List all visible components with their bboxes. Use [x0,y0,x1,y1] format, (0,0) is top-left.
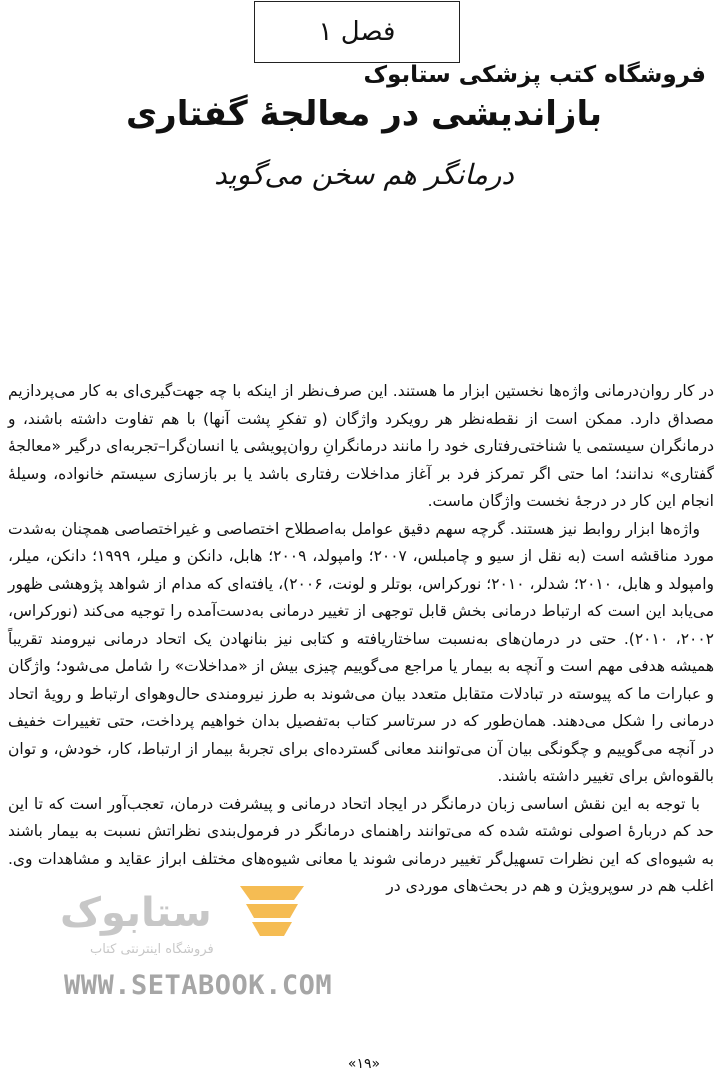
paragraph-2: واژه‌ها ابزار روابط نیز هستند. گرچه سهم دقیق عوامل به‌اصطلاح اختصاصی و غیراختصاصی همچنان به‌شدت مورد مناقشه است (به نقل از سیو و چامبلس، ۲۰۰۷؛ وامپولد، ۲۰۰۹؛ هابل، دانکن و میلر، ۱۹۹۹؛ دانکن، میلر، وامپولد و هابل، ۲۰۱۰؛ شدلر، ۲۰۱۰؛ نورکراس، بوتلر و لونت، ۲۰۰۶)، یافته‌ای که مدام از شواهد پژوهشی ظهور می‌یابد این است که ارتباط درمانی بخش قابل توجهی از تغییر درمانی به‌دست‌آمده را توجیه می‌کند (نورکراس، ۲۰۰۲، ۲۰۱۰). حتی در درمان‌های به‌نسبت ساختاریافته و کتابی نیز بنانهادن یک اتحاد درمانی نیرومند تقریباً همیشه هدفی مهم است و آنچه به بیمار یا مراجع می‌گوییم چیزی بیش از «مداخلات» را شامل می‌شود؛ واژگان و عبارات ما که پیوسته در تبادلات متقابل متعدد بیان می‌شوند به طرز نیرومندی حال‌وهوای ارتباط و رویهٔ اتحاد درمانی را شکل می‌دهند. همان‌طور که در سرتاسر کتاب به‌تفصیل بدان خواهیم پرداخت، حتی تغییرات خفیف در آنچه می‌گوییم و چگونگی بیان آن می‌توانند معانی گسترده‌ای برای تجربهٔ بیمار از ارتباط، کار، خودش، و توان بالقوه‌اش برای تغییر داشته باشند. [8,519,715,785]
body-text [8,378,714,901]
chapter-title: بازاندیشی در معالجهٔ گفتاری [126,94,602,134]
watermark-brand-subtitle: فروشگاه اینترنتی کتاب [90,942,214,957]
chapter-subtitle: درمانگر هم سخن می‌گوید [214,158,514,191]
setabook-logo-icon [232,880,312,940]
chapter-label-box [254,1,460,63]
watermark-brand-text: ستابوک [60,890,212,936]
paragraph-1: در کار روان‌درمانی واژه‌ها نخستین ابزار ما هستند. این صرف‌نظر از اینکه با چه جهت‌گیری‌ای به کار می‌پردازیم مصداق دارد. ممکن است از نقطه‌نظر هر رویکرد واژگان (و تفکرِ پشت آنها) با هم تفاوت داشته باشند، و درمانگران سیستمی یا شناختی‌رفتاری خود را مانند درمانگرانِ روان‌پویشی یا انسان‌گرا–تجربه‌ای درگیر «معالجهٔ گفتاری» ندانند؛ اما حتی اگر تمرکز فرد بر آغاز مداخلات رفتاری باشد یا بر بازسازی سیستم خانواده، وسیلهٔ انجام این کار در درجهٔ نخست واژگان ماست. [8,382,714,510]
watermark-url: WWW.SETABOOK.COM [64,970,333,1001]
page-number: «۱۹» [347,1056,381,1072]
chapter-label: فصل ۱ [318,17,396,47]
paragraph-3: با توجه به این نقش اساسی زبان درمانگر در ایجاد اتحاد درمانی و پیشرفت درمان، تعجب‌آور است که تا این حد کم دربارهٔ اصولی نوشته شده که می‌توانند راهنمای درمانگر در فرمول‌بندی نظراتش نسبت به بیمار باشند به شیوه‌ای که این نظرات تسهیل‌گر تغییر درمانی شوند یا معانی شیوه‌های مختلف ابراز عقاید و مشاهدات وی. اغلب هم در سوپرویژن و هم در بحث‌های موردی در [8,794,714,895]
store-name-heading: فروشگاه کتب پزشکی ستابوک [363,62,706,88]
